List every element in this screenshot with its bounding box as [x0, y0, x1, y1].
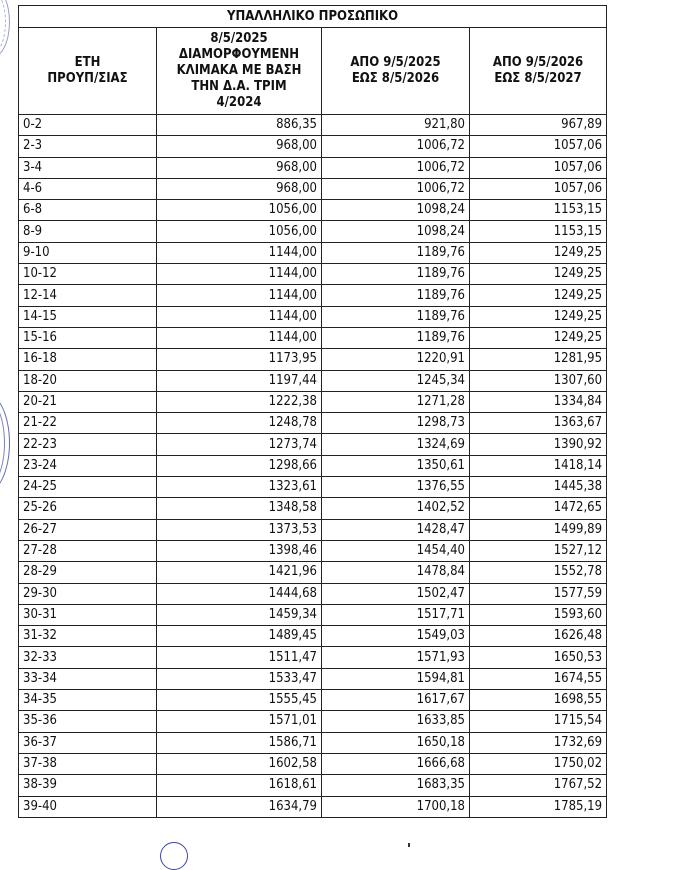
- header-line: ΕΩΣ 8/5/2027: [494, 71, 582, 86]
- table-row: [19, 178, 607, 199]
- scale-2026-2027-cell: 1626,48: [470, 626, 607, 647]
- scale-2026-2027-cell: 1057,06: [470, 178, 607, 199]
- years-cell: 4-6: [19, 178, 157, 199]
- scale-2025-cell: 1197,44: [157, 370, 322, 391]
- scale-2025-2026-cell: 1594,81: [322, 668, 470, 689]
- scale-2025-cell: 1056,00: [157, 200, 322, 221]
- scale-2025-cell: 1618,61: [157, 775, 322, 796]
- table-body: [19, 115, 607, 818]
- table-row: [19, 604, 607, 625]
- years-cell: 14-15: [19, 306, 157, 327]
- years-cell: 18-20: [19, 370, 157, 391]
- scale-2025-cell: 1444,68: [157, 583, 322, 604]
- years-cell: 26-27: [19, 519, 157, 540]
- years-cell: 29-30: [19, 583, 157, 604]
- header-line: ΔΙΑΜΟΡΦΟΥΜΕΝΗ: [178, 47, 300, 62]
- years-cell: 37-38: [19, 753, 157, 774]
- scale-2026-2027-cell: 1785,19: [470, 796, 607, 817]
- scale-2026-2027-cell: 1390,92: [470, 434, 607, 455]
- scale-2025-cell: 1323,61: [157, 477, 322, 498]
- scale-2026-2027-cell: 1577,59: [470, 583, 607, 604]
- scale-2026-2027-cell: 1153,15: [470, 221, 607, 242]
- scale-2025-2026-cell: 1350,61: [322, 455, 470, 476]
- years-cell: 9-10: [19, 242, 157, 263]
- table-row: [19, 647, 607, 668]
- scale-2025-2026-cell: 1298,73: [322, 413, 470, 434]
- years-cell: 12-14: [19, 285, 157, 306]
- scale-2026-2027-cell: 1249,25: [470, 264, 607, 285]
- table-row: [19, 370, 607, 391]
- scale-2025-2026-cell: 1478,84: [322, 562, 470, 583]
- table-row: [19, 775, 607, 796]
- scale-2025-2026-cell: 1683,35: [322, 775, 470, 796]
- years-cell: 31-32: [19, 626, 157, 647]
- scale-2026-2027-cell: 1249,25: [470, 306, 607, 327]
- table-row: [19, 668, 607, 689]
- scale-2025-2026-cell: 1428,47: [322, 519, 470, 540]
- scale-2026-2027-cell: 1281,95: [470, 349, 607, 370]
- scale-2025-2026-cell: 1006,72: [322, 157, 470, 178]
- scale-2026-2027-cell: 1527,12: [470, 540, 607, 561]
- scale-2025-2026-cell: 1402,52: [322, 498, 470, 519]
- scale-2025-2026-cell: 1454,40: [322, 540, 470, 561]
- scale-2026-2027-cell: 1307,60: [470, 370, 607, 391]
- header-line: ΑΠΟ 9/5/2026: [492, 55, 584, 70]
- table-row: [19, 753, 607, 774]
- scale-2025-2026-cell: 1006,72: [322, 136, 470, 157]
- table-row: [19, 434, 607, 455]
- scale-2025-2026-cell: 1098,24: [322, 221, 470, 242]
- years-cell: 23-24: [19, 455, 157, 476]
- years-cell: 0-2: [19, 115, 157, 136]
- table-row: [19, 115, 607, 136]
- header-2026-2027: [470, 28, 607, 115]
- scale-2025-cell: 1273,74: [157, 434, 322, 455]
- scale-2025-2026-cell: 921,80: [322, 115, 470, 136]
- scale-2026-2027-cell: 1674,55: [470, 668, 607, 689]
- table-row: [19, 327, 607, 348]
- scale-2026-2027-cell: 1650,53: [470, 647, 607, 668]
- scale-2026-2027-cell: 1334,84: [470, 391, 607, 412]
- years-cell: 32-33: [19, 647, 157, 668]
- scale-2025-2026-cell: 1633,85: [322, 711, 470, 732]
- scale-2025-2026-cell: 1189,76: [322, 327, 470, 348]
- header-line: 4/2024: [216, 95, 262, 110]
- scale-2026-2027-cell: 1057,06: [470, 157, 607, 178]
- table-row: [19, 732, 607, 753]
- years-cell: 24-25: [19, 477, 157, 498]
- scale-2025-cell: 968,00: [157, 157, 322, 178]
- scale-2025-cell: 1555,45: [157, 690, 322, 711]
- scale-2025-cell: 1248,78: [157, 413, 322, 434]
- scale-2025-cell: 968,00: [157, 136, 322, 157]
- header-line: ΠΡΟΥΠ/ΣΙΑΣ: [47, 71, 128, 86]
- table-row: [19, 690, 607, 711]
- table-row: [19, 306, 607, 327]
- scale-2026-2027-cell: 1249,25: [470, 285, 607, 306]
- scale-2026-2027-cell: 1499,89: [470, 519, 607, 540]
- scale-2025-cell: 1571,01: [157, 711, 322, 732]
- scale-2026-2027-cell: 1750,02: [470, 753, 607, 774]
- scale-2026-2027-cell: 1472,65: [470, 498, 607, 519]
- scale-2025-2026-cell: 1189,76: [322, 285, 470, 306]
- years-cell: 10-12: [19, 264, 157, 285]
- scale-2025-cell: 1602,58: [157, 753, 322, 774]
- scale-2025-cell: 1144,00: [157, 285, 322, 306]
- table-row: [19, 583, 607, 604]
- scale-2025-2026-cell: 1220,91: [322, 349, 470, 370]
- years-cell: 21-22: [19, 413, 157, 434]
- scale-2025-cell: 1173,95: [157, 349, 322, 370]
- years-cell: 22-23: [19, 434, 157, 455]
- table-row: [19, 711, 607, 732]
- years-cell: 38-39: [19, 775, 157, 796]
- scale-2025-2026-cell: 1189,76: [322, 306, 470, 327]
- scale-2025-cell: 1398,46: [157, 540, 322, 561]
- scale-2025-2026-cell: 1617,67: [322, 690, 470, 711]
- years-cell: 30-31: [19, 604, 157, 625]
- table-row: [19, 540, 607, 561]
- scale-2025-2026-cell: 1189,76: [322, 242, 470, 263]
- scale-2025-2026-cell: 1517,71: [322, 604, 470, 625]
- header-current-scale: [157, 28, 322, 115]
- scale-2025-cell: 1144,00: [157, 306, 322, 327]
- scale-2025-cell: 1144,00: [157, 242, 322, 263]
- scale-2025-2026-cell: 1189,76: [322, 264, 470, 285]
- scale-2025-cell: 1489,45: [157, 626, 322, 647]
- scale-2025-2026-cell: 1271,28: [322, 391, 470, 412]
- table-row: [19, 455, 607, 476]
- scale-2025-cell: 1222,38: [157, 391, 322, 412]
- scale-2026-2027-cell: 1767,52: [470, 775, 607, 796]
- scale-2026-2027-cell: 1593,60: [470, 604, 607, 625]
- years-cell: 20-21: [19, 391, 157, 412]
- scale-2025-2026-cell: 1006,72: [322, 178, 470, 199]
- scale-2025-cell: 1511,47: [157, 647, 322, 668]
- header-line: ΤΗΝ Δ.Α. ΤΡΙΜ: [191, 79, 287, 94]
- table-row: [19, 562, 607, 583]
- years-cell: 28-29: [19, 562, 157, 583]
- header-line: 8/5/2025: [210, 31, 268, 46]
- years-cell: 36-37: [19, 732, 157, 753]
- years-cell: 6-8: [19, 200, 157, 221]
- stamp-fragment-top: [0, 0, 10, 58]
- scale-2025-2026-cell: 1549,03: [322, 626, 470, 647]
- years-cell: 8-9: [19, 221, 157, 242]
- table-row: [19, 519, 607, 540]
- scale-2025-cell: 1373,53: [157, 519, 322, 540]
- scale-2026-2027-cell: 1552,78: [470, 562, 607, 583]
- scale-2025-2026-cell: 1324,69: [322, 434, 470, 455]
- scale-2026-2027-cell: 1057,06: [470, 136, 607, 157]
- scale-2026-2027-cell: 1698,55: [470, 690, 607, 711]
- scale-2026-2027-cell: 1418,14: [470, 455, 607, 476]
- salary-scale-table: [18, 5, 607, 818]
- scale-2025-cell: 1144,00: [157, 327, 322, 348]
- years-cell: 15-16: [19, 327, 157, 348]
- header-line: ΚΛΙΜΑΚΑ ΜΕ ΒΑΣΗ: [176, 63, 302, 78]
- header-years-of-service: [19, 28, 157, 115]
- table-row: [19, 477, 607, 498]
- table-row: [19, 498, 607, 519]
- scale-2025-2026-cell: 1700,18: [322, 796, 470, 817]
- years-cell: 39-40: [19, 796, 157, 817]
- header-2025-2026: [322, 28, 470, 115]
- years-cell: 27-28: [19, 540, 157, 561]
- stamp-fragment-middle: [0, 392, 10, 494]
- scale-2026-2027-cell: 1249,25: [470, 242, 607, 263]
- scale-2026-2027-cell: 1445,38: [470, 477, 607, 498]
- years-cell: 33-34: [19, 668, 157, 689]
- years-cell: 2-3: [19, 136, 157, 157]
- years-cell: 35-36: [19, 711, 157, 732]
- scale-2025-cell: 968,00: [157, 178, 322, 199]
- scale-2025-2026-cell: 1571,93: [322, 647, 470, 668]
- years-cell: 34-35: [19, 690, 157, 711]
- stamp-fragment-bottom: [160, 842, 188, 870]
- scale-2025-cell: 1056,00: [157, 221, 322, 242]
- scale-2025-cell: 1634,79: [157, 796, 322, 817]
- scale-2026-2027-cell: 1715,54: [470, 711, 607, 732]
- table-row: [19, 264, 607, 285]
- years-cell: 25-26: [19, 498, 157, 519]
- table-row: [19, 796, 607, 817]
- years-cell: 16-18: [19, 349, 157, 370]
- scale-2025-cell: 1459,34: [157, 604, 322, 625]
- table-row: [19, 242, 607, 263]
- table-row: [19, 626, 607, 647]
- table-row: [19, 349, 607, 370]
- table-row: [19, 200, 607, 221]
- scale-2025-2026-cell: 1666,68: [322, 753, 470, 774]
- scale-2025-2026-cell: 1098,24: [322, 200, 470, 221]
- table-row: [19, 285, 607, 306]
- table-title: ΥΠΑΛΛΗΛΙΚΟ ΠΡΟΣΩΠΙΚΟ: [19, 6, 607, 28]
- scale-2025-2026-cell: 1376,55: [322, 477, 470, 498]
- header-line: ΑΠΟ 9/5/2025: [350, 55, 441, 70]
- scale-2026-2027-cell: 1732,69: [470, 732, 607, 753]
- header-line: ΕΩΣ 8/5/2026: [351, 71, 440, 86]
- scale-2025-2026-cell: 1650,18: [322, 732, 470, 753]
- scale-2026-2027-cell: 1249,25: [470, 327, 607, 348]
- scale-2025-cell: 1144,00: [157, 264, 322, 285]
- table-row: [19, 221, 607, 242]
- table-row: [19, 413, 607, 434]
- table-row: [19, 136, 607, 157]
- scale-2025-2026-cell: 1502,47: [322, 583, 470, 604]
- header-line: ΕΤΗ: [74, 55, 101, 70]
- scale-2026-2027-cell: 967,89: [470, 115, 607, 136]
- years-cell: 3-4: [19, 157, 157, 178]
- scale-2025-2026-cell: 1245,34: [322, 370, 470, 391]
- ink-mark: [408, 843, 410, 847]
- scale-2025-cell: 1298,66: [157, 455, 322, 476]
- scale-2025-cell: 1533,47: [157, 668, 322, 689]
- scale-2025-cell: 1348,58: [157, 498, 322, 519]
- scale-2025-cell: 1586,71: [157, 732, 322, 753]
- table-row: [19, 391, 607, 412]
- scale-2025-cell: 886,35: [157, 115, 322, 136]
- scale-2025-cell: 1421,96: [157, 562, 322, 583]
- table-row: [19, 157, 607, 178]
- scale-2026-2027-cell: 1363,67: [470, 413, 607, 434]
- scale-2026-2027-cell: 1153,15: [470, 200, 607, 221]
